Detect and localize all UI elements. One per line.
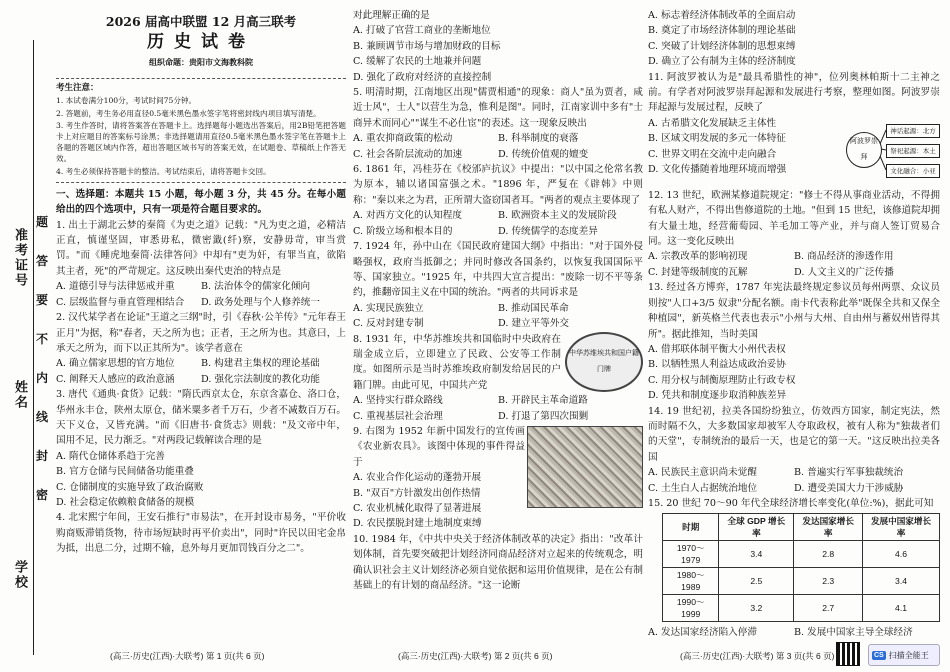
answer-options <box>353 23 643 85</box>
option: C. 阶级立场和根本目的 <box>353 225 453 237</box>
answer-options <box>353 393 643 424</box>
option: D. 确立了公有制为主体的经济制度 <box>648 56 796 68</box>
growth-rate-table <box>662 513 940 622</box>
seal-warning-words: 题 答 要 不 内 线 封 密 <box>36 210 48 506</box>
option: A. 宗教改革的影响初现 <box>648 251 748 263</box>
answer-options <box>353 208 643 239</box>
answer-options <box>353 301 643 332</box>
option: C. 阐释天人感应的政治意涵 <box>56 373 175 385</box>
question-stem: 6. 1861 年，冯桂芬在《校邠庐抗议》中提出："以中国之伦常名教为原本，辅以诸国富强之术。"1896 年，严复在《辟韩》中则称："秦以来之为君，正所谓大盗窃国者耳。"两者的观点主要体现了 <box>353 164 643 206</box>
option: B. 商品经济的渗透作用 <box>794 251 894 263</box>
diagram-center: 阿波罗崇拜 <box>846 132 882 168</box>
table-cell: 3.2 <box>719 595 794 622</box>
table-cell: 3.4 <box>719 541 794 568</box>
table-cell: 1970～1979 <box>663 541 719 568</box>
table-cell: 2.7 <box>794 595 863 622</box>
table-header: 时期 <box>663 514 719 541</box>
table-row <box>663 568 940 595</box>
option: C. 缓解了农民的土地兼并问题 <box>353 56 482 68</box>
option: C. 土生白人占据统治地位 <box>648 482 758 494</box>
table-row <box>663 595 940 622</box>
notice-item: 4. 考生必须保持答题卡的整洁。考试结束后，请将答题卡交回。 <box>56 166 271 176</box>
question-stem: 14. 19 世纪初，拉美各国纷纷独立，仿效西方国家，制定宪法，然而时隔不久，大多数国家却被军人夺取政权，被有人称为"独裁者们的天堂"，专制统治的最后一天，也是它的第一天。"这反映出拉美各国 <box>648 405 940 463</box>
option: A. 重农抑商政策的松动 <box>353 133 453 145</box>
option: D. 社会稳定依赖粮食储备的规模 <box>56 496 195 508</box>
option: D. 凭共和制度逐步取消种族差异 <box>648 390 787 402</box>
question-stem: 3. 唐代《通典·食货》记载："隋氏西京太仓，东京含嘉仓、洛口仓，华州永丰仓，陕州太原仓，储米粟多者千万石，少者不减数百万石。天下义仓，又皆充满。"而《旧唐书·食货志》则载："及文帝中年，国用不足，民力渐乏。"对两段记载解读合理的是 <box>56 389 346 447</box>
option: D. 打退了第四次围剿 <box>498 410 589 422</box>
option: A. 打破了官营工商业的垄断地位 <box>353 25 491 37</box>
notice-title: 考生注意： <box>56 83 99 94</box>
option: A. 道德引导与法律惩戒并重 <box>56 281 175 293</box>
option: B. 奠定了市场经济体制的理论基础 <box>648 25 796 37</box>
option: A. 实现民族独立 <box>353 302 424 314</box>
option: A. 坚持实行群众路线 <box>353 395 443 407</box>
question-with-image <box>353 332 643 394</box>
answer-options <box>56 449 346 511</box>
question-stem: 8. 1931 年，中华苏维埃共和国临时中央政府在瑞金成立后，立即建立了民政、公安等工作制度。如图所示是当时苏维埃政府制发给居民的户籍门牌。由此可见，中国共产党 <box>353 333 561 391</box>
page-2-footer: (高三·历史(江西)·大联考) 第 2 页(共 6 页) <box>398 651 553 661</box>
option: C. 层级监督与垂直管理相结合 <box>56 296 185 308</box>
option: B. 法治体令的儒家化倾向 <box>201 281 311 293</box>
scanner-label: 扫描全能王 <box>888 650 929 660</box>
question-stem: 10. 1984 年，《中共中央关于经济体制改革的决定》指出："改革计划体制，首先要突破把计划经济同商品经济对立起来的传统观念，明确认识社会主义计划经济必须自觉依据和运用价值规律，是在公有制基础上的有计划的商品经济。"这一论断 <box>353 533 643 592</box>
option: D. 传统儒学的态度差异 <box>498 225 598 237</box>
name-label: 姓名 <box>12 380 27 410</box>
option: A. 标志着经济体制改革的全面启动 <box>648 10 796 21</box>
option: D. 传统价值观的嬗变 <box>498 148 589 160</box>
option: C. 世界文明在交流中走向融合 <box>648 148 777 160</box>
table-header: 发达国家增长率 <box>794 514 863 541</box>
camscanner-logo-icon: CS <box>874 651 884 659</box>
option: C. 反对封建专制 <box>353 318 424 330</box>
option: B. 区域文明发展的多元一体特征 <box>648 133 786 145</box>
qr-code-icon <box>836 642 860 666</box>
diagram-box: 神话起源：北方 <box>886 124 940 138</box>
diagram-box: 祭祀起源：本土 <box>886 144 940 158</box>
page-1-footer: (高三·历史(江西)·大联考) 第 1 页(共 6 页) <box>110 651 265 661</box>
option: B. 开辟民主革命道路 <box>498 395 588 407</box>
option: C. 突破了计划经济体制的思想束缚 <box>648 40 796 52</box>
option: C. 仓储制度的实施导致了政治腐败 <box>56 481 204 493</box>
option: D. 人文主义的广泛传播 <box>794 266 894 278</box>
question-stem: 13. 经过各方博弈，1787 年宪法最终规定参议员每州两票、众议员则按"人口+3/5 奴隶"分配名额。南卡代表称此举"既保全共和又保全种植园"，新英格兰代表也表示"小州与大州、自由州与蓄奴州皆得其所"。据此推知，当时美国 <box>648 282 940 340</box>
option: D. 政务处理与个人修养统一 <box>201 296 320 308</box>
answer-options <box>648 465 940 496</box>
page-2-column <box>353 8 643 593</box>
table-cell: 3.4 <box>863 568 940 595</box>
question-stem: 对此理解正确的是 <box>353 10 430 21</box>
answer-options <box>56 279 346 310</box>
option: B. 构建君主集权的理论基础 <box>201 358 320 370</box>
option: B. 发展中国家主导全球经济 <box>794 627 913 639</box>
option: B. 以牺牲黑人利益达成政治妥协 <box>648 359 786 371</box>
question-stem: 12. 13 世纪，欧洲某修道院规定："修士不得从事商业活动，不得拥有私人财产，不得出售修道院的土地。"但到 15 世纪，该修道院却拥有大量土地，经营葡萄园、羊毛加工等产业，并与商人签订贸易合同。这一变化反映出 <box>648 189 940 248</box>
option: D. 建立平等外交 <box>498 318 570 330</box>
answer-options <box>648 342 940 404</box>
option: B. 欧洲资本主义的发展阶段 <box>498 210 617 222</box>
option: D. 文化传播随着地理环境而增强 <box>648 164 787 176</box>
question-stem: 5. 明清时期，江南地区出现"儒贾相通"的现象：商人"虽为贾者，咸近士风"，士人"以营生为急，惟利是图"。同时，江南家训中多有"士商异术而同心""谋生不必仕宦"的表述。这一现象反映出 <box>353 87 643 129</box>
answer-options <box>56 356 346 387</box>
table-header-row <box>663 514 940 541</box>
subject-title: 历史试卷 <box>147 32 255 53</box>
option: A. 农业合作化运动的蓬勃开展 <box>353 472 482 484</box>
section-intro: 一、选择题：本题共 15 小题，每小题 3 分，共 45 分。在每小题给出的四个选项中，只有一项是符合题目要求的。 <box>56 188 346 216</box>
answer-options <box>648 625 940 640</box>
option: B. 普遍实行军事独裁统治 <box>794 467 904 479</box>
table-cell: 4.6 <box>863 541 940 568</box>
option: C. 社会各阶层流动的加速 <box>353 148 463 160</box>
organizer-line: 组织命题：贵阳市文海教科院 <box>149 56 253 67</box>
option: A. 发达国家经济陷入停滞 <box>648 627 757 639</box>
table-cell: 1980～1989 <box>663 568 719 595</box>
option: A. 确立儒家思想的官方地位 <box>56 358 175 370</box>
option: C. 重视基层社会治理 <box>353 410 443 422</box>
question-with-image <box>353 424 643 532</box>
option: A. 隋代仓储体系趋于完善 <box>56 450 165 462</box>
question-with-diagram <box>648 116 940 188</box>
question-stem: 7. 1924 年，孙中山在《国民政府建国大纲》中指出："对于国外侵略强权，政府当抵御之；并同时修改各国条约，以恢复我国国际平等、国家独立。"1925 年，中共四大宣言提出："废除一切不平等条约，推翻帝国主义在中国的统治。"两者的共同诉求是 <box>353 241 643 299</box>
table-header: 发展中国家增长率 <box>863 514 940 541</box>
scanner-watermark <box>868 644 940 666</box>
option: D. 农民摆脱封建土地制度束缚 <box>353 518 482 530</box>
option: A. 民族民主意识尚未觉醒 <box>648 467 757 479</box>
notice-item: 3. 考生作答时，请将答案答在答题卡上。选择题每小题选出答案后，用2B铅笔把答题卡上对应题目的答案标号涂黑；非选择题请用直径0.5毫米黑色墨水签字笔在答题卡上各题的答题区域内作答，超出答题区域书写的答案无效，在试题卷、草稿纸上作答无效。 <box>56 120 346 164</box>
table-cell: 4.1 <box>863 595 940 622</box>
page-1-column <box>56 8 346 557</box>
option: A. 对西方文化的认知程度 <box>353 210 462 222</box>
option: C. 封建等级制度的瓦解 <box>648 266 748 278</box>
option: A. 借邦联体制平衡大小州代表权 <box>648 343 786 355</box>
household-plate-image: 中华苏维埃共和国户籍门牌 <box>565 332 643 392</box>
option: D. 遭受美国大力干涉威胁 <box>794 482 904 494</box>
answer-options <box>648 116 840 188</box>
table-cell: 2.8 <box>794 541 863 568</box>
option: D. 强化宗法制度的教化功能 <box>201 373 320 385</box>
table-row <box>663 541 940 568</box>
option: D. 强化了政府对经济的直接控制 <box>353 71 492 83</box>
question-stem: 2. 汉代某学者在论证"王道之三纲"时，引《春秋·公羊传》"元年春王正月"为据，称"春者，天之所为也；正者，王之所为也。其意曰，上承天之所为，而下以正其所为"。该学者意在 <box>56 312 346 354</box>
question-stem: 1. 出土于湖北云梦的秦简《为吏之道》记载："凡为吏之道，必精洁正直，慎谨坚固，审悉毋私，微密韱(纤)察，安静毋苛，审当赏罚。"而《睡虎地秦简·法律答问》中却有"吏为奸，有罪当直，欲陷其主者，死"的严苛规定。这反映出秦代吏治的特点是 <box>56 219 346 277</box>
option: C. 农业机械化取得了显著进展 <box>353 503 482 514</box>
exam-title: 2026 届高中联盟 12 月高三联考 <box>105 14 297 29</box>
option: B. 兼顾调节市场与增加财政的目标 <box>353 40 501 52</box>
exam-notice <box>56 78 346 183</box>
notice-item: 1. 本试卷满分100分，考试时间75分钟。 <box>56 96 197 106</box>
option: C. 用分权与制衡原理防止行政专权 <box>648 374 796 386</box>
answer-options <box>648 8 940 70</box>
question-stem: 11. 阿波罗被认为是"最具希腊性的神"，位列奥林帕斯十二主神之前。有学者对阿波罗崇拜起源和发展进行考察，整理如图。阿波罗崇拜起源与发展过程，反映了 <box>648 71 940 114</box>
question-stem: 15. 20 世纪 70～90 年代全球经济增长率变化(单位:%)，据此可知 <box>648 497 934 509</box>
option: B. 官方仓储与民间储备功能重叠 <box>56 466 194 478</box>
apollo-cult-diagram <box>844 116 940 188</box>
option: B. 科举制度的衰落 <box>498 133 579 145</box>
seal-binding-margin <box>0 0 52 672</box>
table-cell: 2.3 <box>794 568 863 595</box>
option: A. 古希腊文化发展缺乏主体性 <box>648 117 777 129</box>
ticket-number-label: 准考证号 <box>12 228 27 288</box>
school-label: 学校 <box>12 560 27 590</box>
seal-line <box>33 40 34 655</box>
notice-item: 2. 答题前，考生务必用直径0.5毫米黑色墨水签字笔将密封线内项目填写清楚。 <box>56 108 321 118</box>
propaganda-poster-image <box>527 426 643 508</box>
option: B. 推动国民革命 <box>498 302 569 314</box>
question-stem: 9. 右图为 1952 年新中国发行的宣传画《农业新农具》。该图中体现的事件得益于 <box>353 425 525 468</box>
table-header: 全球 GDP 增长率 <box>719 514 794 541</box>
page-3-footer: (高三·历史(江西)·大联考) 第 3 页(共 6 页) <box>680 651 835 661</box>
answer-options <box>648 249 940 280</box>
table-cell: 1990～1999 <box>663 595 719 622</box>
question-stem: 4. 北宋熙宁年间，王安石推行"市易法"，在开封设市易务，"平价收购商贩滞销货物，待市场短缺时再平价卖出"，同时"许民以田宅金帛为抵，出息二分，过期不输，息外每月更加罚钱百分之二"。 <box>56 512 346 555</box>
table-cell: 2.5 <box>719 568 794 595</box>
option: B. "双百"方针激发出创作热情 <box>353 487 481 499</box>
answer-options <box>353 131 643 162</box>
page-3-column <box>648 8 940 641</box>
diagram-box: 文化融合：小亚 <box>886 164 940 178</box>
